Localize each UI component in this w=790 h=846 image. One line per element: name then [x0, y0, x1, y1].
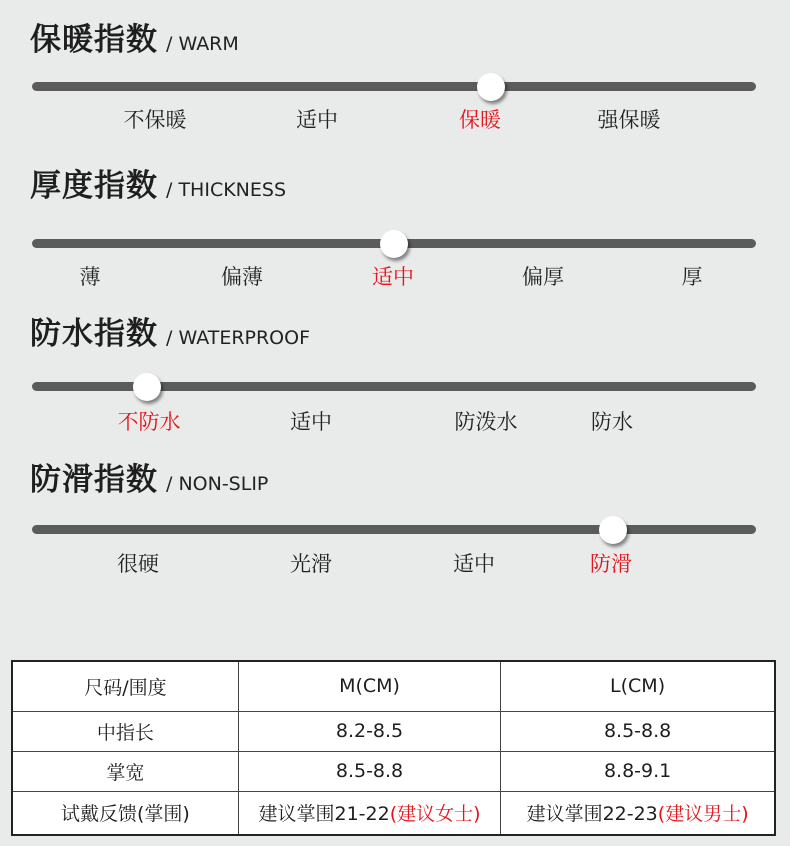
advice-m-text: 建议掌围21-22	[258, 803, 390, 826]
warm-level-warm: 保暖	[459, 108, 501, 132]
table-row	[12, 751, 775, 791]
thickness-title-cn: 厚度指数	[30, 168, 158, 204]
waterproof-level-none: 不防水	[117, 410, 181, 434]
table-cell-m: 8.2-8.5	[238, 711, 500, 751]
advice-l-note: (建议男士)	[657, 803, 749, 826]
table-cell-l: 8.5-8.8	[501, 711, 775, 751]
warm-slider-knob	[477, 73, 505, 101]
table-header-l: L(CM)	[501, 661, 775, 711]
table-cell-advice-m	[238, 791, 500, 835]
size-table	[11, 660, 776, 836]
warm-level-strong: 强保暖	[597, 108, 661, 132]
nonslip-slider-track	[32, 525, 756, 534]
warm-title	[30, 14, 239, 59]
thickness-level-thin: 薄	[79, 265, 101, 289]
nonslip-title-en: / NON-SLIP	[166, 473, 269, 495]
waterproof-slider-knob	[133, 373, 161, 401]
thickness-level-thick: 厚	[681, 265, 703, 289]
warm-level-medium: 适中	[296, 108, 338, 132]
table-header-size: 尺码/围度	[12, 661, 238, 711]
waterproof-index-section	[0, 294, 790, 439]
nonslip-level-antislip: 防滑	[590, 552, 632, 576]
warm-index-section	[0, 0, 790, 145]
nonslip-level-medium: 适中	[453, 552, 495, 576]
table-cell-advice-l	[501, 791, 775, 835]
nonslip-slider-knob	[599, 516, 627, 544]
waterproof-title-cn: 防水指数	[30, 316, 158, 352]
nonslip-title	[30, 454, 268, 499]
warm-slider-track	[32, 82, 756, 91]
advice-l-text: 建议掌围22-23	[526, 803, 658, 826]
nonslip-level-hard: 很硬	[117, 552, 159, 576]
nonslip-title-cn: 防滑指数	[30, 462, 158, 498]
table-cell-l: 8.8-9.1	[501, 751, 775, 791]
nonslip-level-smooth: 光滑	[290, 552, 332, 576]
table-cell-label: 中指长	[12, 711, 238, 751]
waterproof-title	[30, 308, 310, 353]
thickness-level-medium: 适中	[372, 265, 414, 289]
nonslip-index-section	[0, 440, 790, 585]
table-cell-label: 掌宽	[12, 751, 238, 791]
waterproof-level-waterproof: 防水	[591, 410, 633, 434]
thickness-level-thickish: 偏厚	[522, 265, 564, 289]
table-row-advice	[12, 791, 775, 835]
table-row	[12, 711, 775, 751]
thickness-slider-knob	[380, 230, 408, 258]
waterproof-level-splash: 防泼水	[454, 410, 518, 434]
thickness-title	[30, 160, 286, 205]
warm-title-cn: 保暖指数	[30, 22, 158, 58]
thickness-index-section	[0, 146, 790, 291]
table-cell-advice-label: 试戴反馈(掌围)	[12, 791, 238, 835]
warm-title-en: / WARM	[166, 33, 239, 55]
waterproof-title-en: / WATERPROOF	[166, 327, 311, 349]
table-cell-m: 8.5-8.8	[238, 751, 500, 791]
warm-level-none: 不保暖	[123, 108, 187, 132]
waterproof-level-medium: 适中	[290, 410, 332, 434]
advice-m-note: (建议女士)	[389, 803, 481, 826]
table-header-m: M(CM)	[238, 661, 500, 711]
table-header-row	[12, 661, 775, 711]
thickness-level-thinnish: 偏薄	[221, 265, 263, 289]
thickness-title-en: / THICKNESS	[166, 179, 287, 201]
